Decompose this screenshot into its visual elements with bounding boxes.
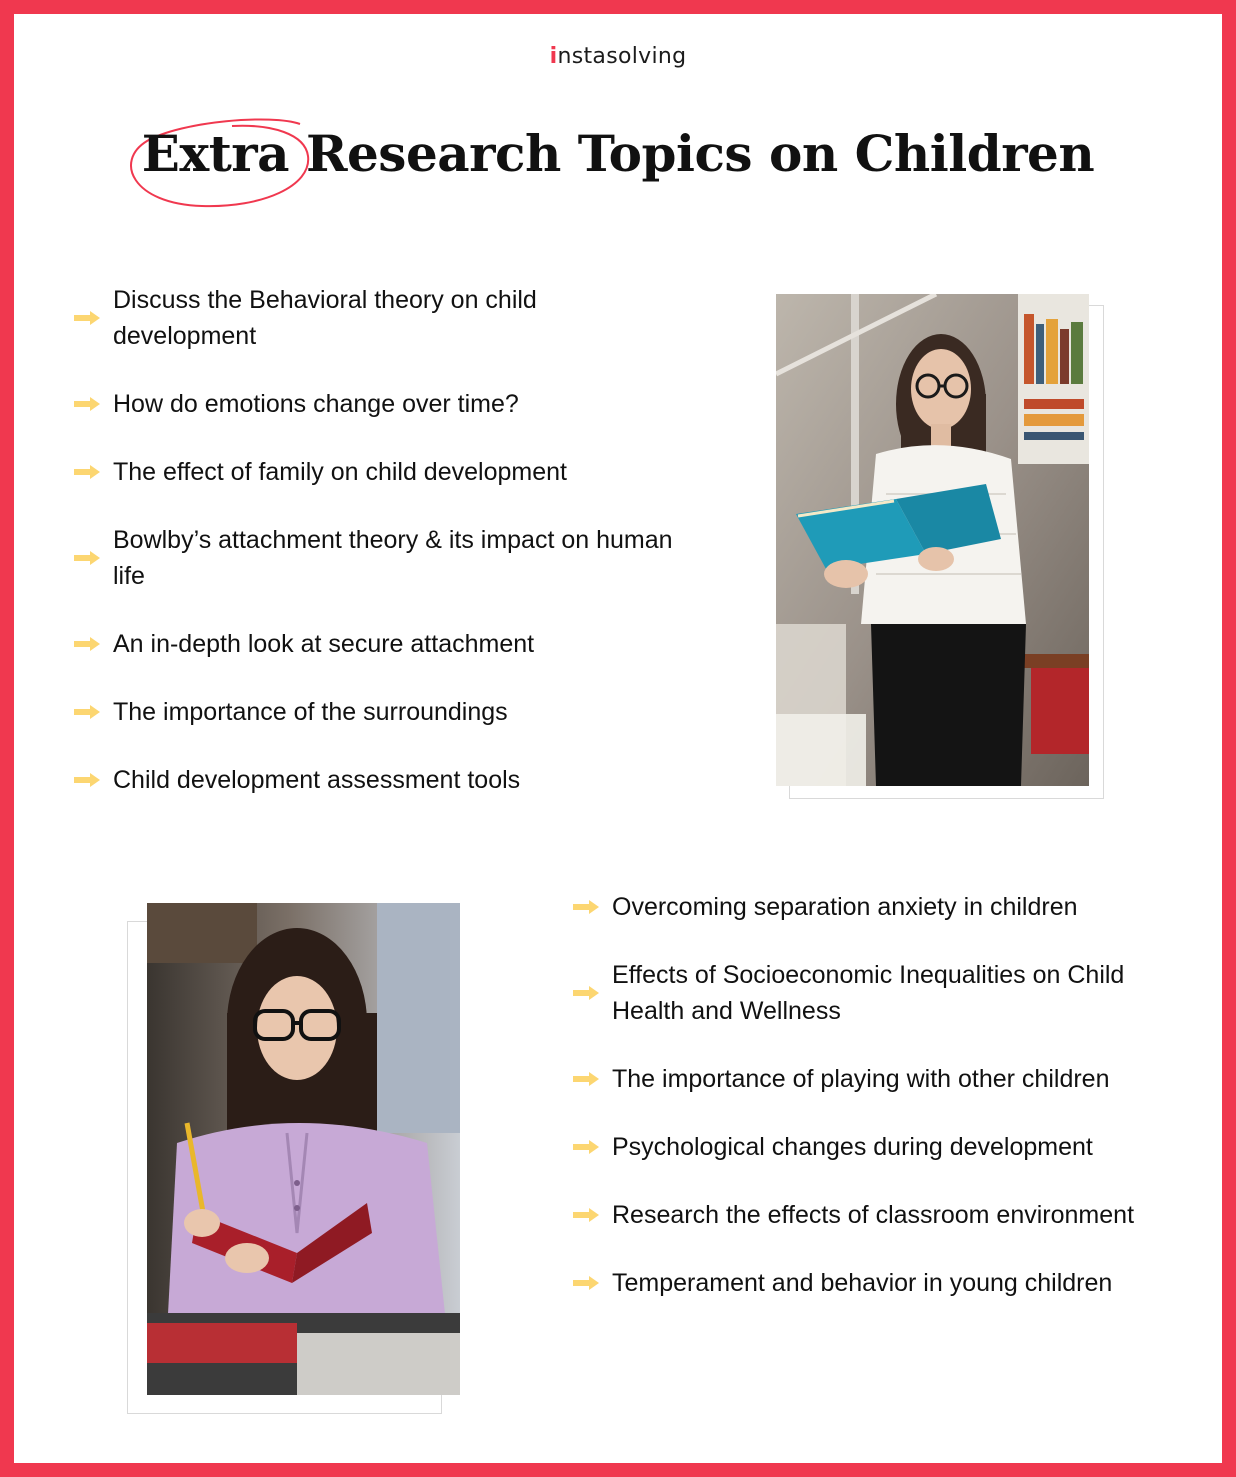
topic-item [73, 762, 673, 798]
photo-woman-reading-red-notebook [147, 903, 460, 1395]
logo-bulb-letter: i [549, 44, 558, 69]
photo-woman-reading-blue-book [776, 294, 1089, 786]
arrow-right-icon [572, 985, 600, 1001]
topic-text: Overcoming separation anxiety in children [612, 893, 1078, 921]
topic-text: The effect of family on child development [113, 458, 567, 486]
logo-text-solving: solving [606, 44, 687, 69]
topic-text: How do emotions change over time? [113, 390, 519, 418]
topic-item [572, 957, 1162, 1029]
topics-list-bottom [572, 889, 1162, 1301]
topic-text: Temperament and behavior in young children [612, 1269, 1113, 1297]
topic-item [73, 694, 673, 730]
topic-item [572, 889, 1162, 925]
logo-text-insta: nsta [557, 44, 607, 69]
topic-item [73, 454, 673, 490]
topic-text: An in-depth look at secure attachment [113, 630, 535, 658]
topic-item [73, 386, 673, 422]
arrow-right-icon [73, 310, 101, 326]
topic-text: Psychological changes during development [612, 1133, 1093, 1161]
arrow-right-icon [572, 1071, 600, 1087]
topic-item [572, 1061, 1162, 1097]
topic-text: Research the effects of classroom environment [612, 1201, 1135, 1229]
topic-item [73, 522, 673, 594]
arrow-right-icon [73, 636, 101, 652]
topic-text: Child development assessment tools [113, 766, 521, 794]
topic-item [73, 282, 673, 354]
topic-item [73, 626, 673, 662]
arrow-right-icon [572, 1139, 600, 1155]
topic-text: Effects of Socioeconomic Inequalities on Child Health and Wellness [612, 961, 1125, 1025]
arrow-right-icon [572, 1207, 600, 1223]
topic-text: The importance of the surroundings [113, 698, 508, 726]
arrow-right-icon [73, 772, 101, 788]
page-title: Extra Research Topics on Children [141, 124, 1095, 183]
topic-text: Bowlby’s attachment theory & its impact on human life [113, 526, 673, 590]
topic-text: Discuss the Behavioral theory on child development [113, 286, 537, 350]
arrow-right-icon [572, 1275, 600, 1291]
arrow-right-icon [73, 550, 101, 566]
topic-item [572, 1197, 1162, 1233]
arrow-right-icon [73, 396, 101, 412]
topic-text: The importance of playing with other children [612, 1065, 1110, 1093]
topic-item [572, 1129, 1162, 1165]
arrow-right-icon [73, 464, 101, 480]
topics-list-top [73, 282, 673, 798]
topic-item [572, 1265, 1162, 1301]
brand-logo [0, 44, 1236, 69]
arrow-right-icon [572, 899, 600, 915]
arrow-right-icon [73, 704, 101, 720]
